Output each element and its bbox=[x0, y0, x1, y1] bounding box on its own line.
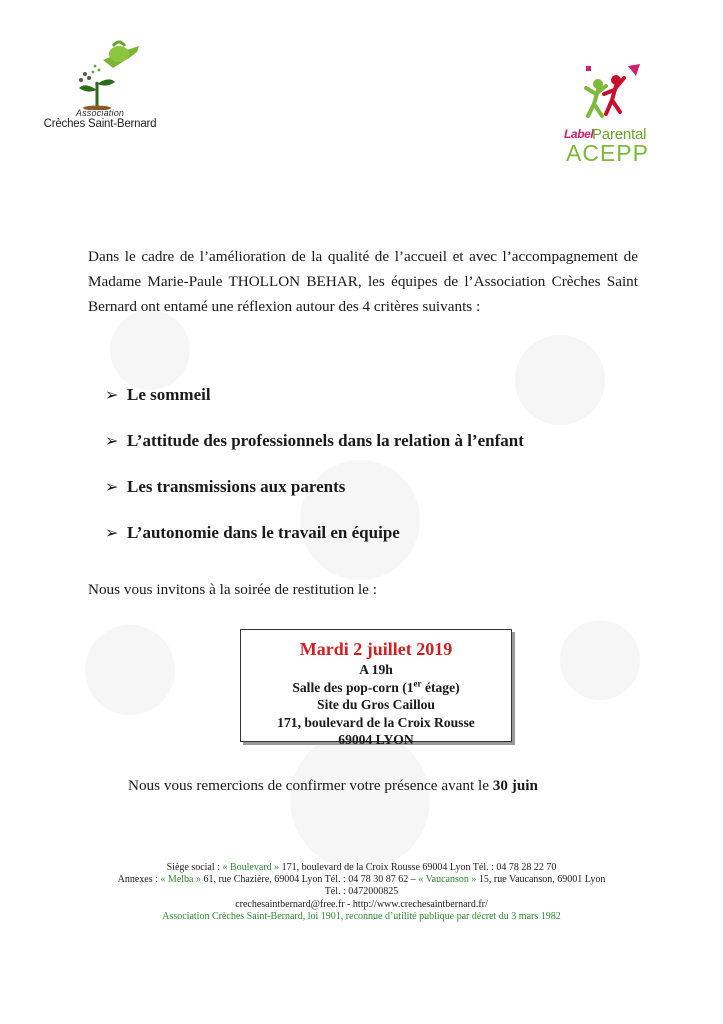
invitation-text: Nous vous invitons à la soirée de restitution le : bbox=[88, 581, 377, 598]
footer-annexes-label: Annexes : bbox=[117, 874, 161, 886]
footer-vaucanson-rest: 15, rue Vaucanson, 69001 Lyon bbox=[476, 874, 606, 886]
jumping-figures-icon bbox=[578, 62, 648, 126]
event-room bbox=[241, 679, 511, 697]
event-site: Site du Gros Caillou bbox=[317, 697, 435, 712]
footer bbox=[80, 862, 643, 923]
event-room-text: Salle des pop-corn (1 bbox=[292, 679, 414, 695]
footer-contact[interactable]: crechesaintbernard@free.fr - http://www.crechesaintbernard.fr/ bbox=[235, 898, 488, 910]
criteria-list bbox=[105, 372, 524, 556]
footer-melba-rest: 61, rue Chazière, 69004 Lyon Tél. : 04 78 30 87 62 – bbox=[200, 874, 419, 886]
footer-tel: Tél. : 0472000825 bbox=[324, 886, 399, 898]
event-room-sup: er bbox=[413, 677, 422, 688]
criteria-item-label: Les transmissions aux parents bbox=[127, 477, 346, 496]
criteria-item bbox=[105, 372, 524, 418]
association-logo bbox=[40, 38, 160, 148]
footer-siege-label: Siège social : bbox=[166, 862, 223, 873]
label-text: Label bbox=[564, 127, 594, 141]
arrow-bullet-icon: ➢ bbox=[105, 479, 119, 496]
footer-siege bbox=[80, 862, 643, 874]
arrow-bullet-icon: ➢ bbox=[105, 387, 119, 404]
event-time: A 19h bbox=[359, 662, 393, 677]
event-date: Mardi 2 juillet 2019 bbox=[299, 639, 453, 659]
association-logo-line1: Association bbox=[75, 108, 125, 118]
arrow-bullet-icon: ➢ bbox=[105, 525, 119, 542]
criteria-item-label: L’attitude des professionnels dans la relation à l’enfant bbox=[127, 431, 524, 450]
criteria-item-label: Le sommeil bbox=[127, 385, 211, 404]
confirmation-deadline: 30 juin bbox=[492, 777, 538, 794]
criteria-item-label: L’autonomie dans le travail en équipe bbox=[127, 523, 400, 542]
criteria-item bbox=[105, 510, 524, 556]
footer-vaucanson-name: « Vaucanson » bbox=[418, 874, 477, 886]
watering-can-plant-icon bbox=[55, 38, 145, 110]
event-room-end: étage) bbox=[421, 679, 460, 695]
intro-paragraph: Dans le cadre de l’amélioration de la qualité de l’accueil et avec l’accompagnement de Madame Marie-Paule THOLLON BEHAR, les équipes de l’Association Crèches Saint Bernard ont entamé une réflexion autour des 4 critères suivants : bbox=[88, 248, 638, 315]
footer-siege-rest: 171, boulevard de la Croix Rousse 69004 Lyon Tél. : 04 78 28 22 70 bbox=[279, 862, 557, 873]
footer-annexes bbox=[80, 874, 643, 886]
confirmation-text bbox=[128, 777, 538, 795]
event-address: 171, boulevard de la Croix Rousse bbox=[277, 714, 475, 730]
criteria-item bbox=[105, 418, 524, 464]
criteria-item bbox=[105, 464, 524, 510]
arrow-bullet-icon: ➢ bbox=[105, 433, 119, 450]
footer-melba-name: « Melba » bbox=[160, 874, 201, 886]
label-parental-acepp-logo bbox=[558, 62, 668, 166]
event-details-box bbox=[240, 629, 512, 747]
association-logo-line2: Crèches Saint-Bernard bbox=[43, 118, 157, 130]
parental-text: Parental bbox=[592, 126, 647, 143]
acepp-text: ACEPP bbox=[566, 140, 649, 166]
confirmation-sentence: Nous vous remercions de confirmer votre présence avant le bbox=[128, 777, 493, 794]
footer-legal: Association Crèches Saint-Bernard, loi 1901, reconnue d’utilité publique par décret du 3 mars 1982 bbox=[162, 910, 561, 922]
event-city: 69004 LYON bbox=[338, 732, 414, 747]
footer-siege-name: « Boulevard » bbox=[222, 862, 280, 873]
